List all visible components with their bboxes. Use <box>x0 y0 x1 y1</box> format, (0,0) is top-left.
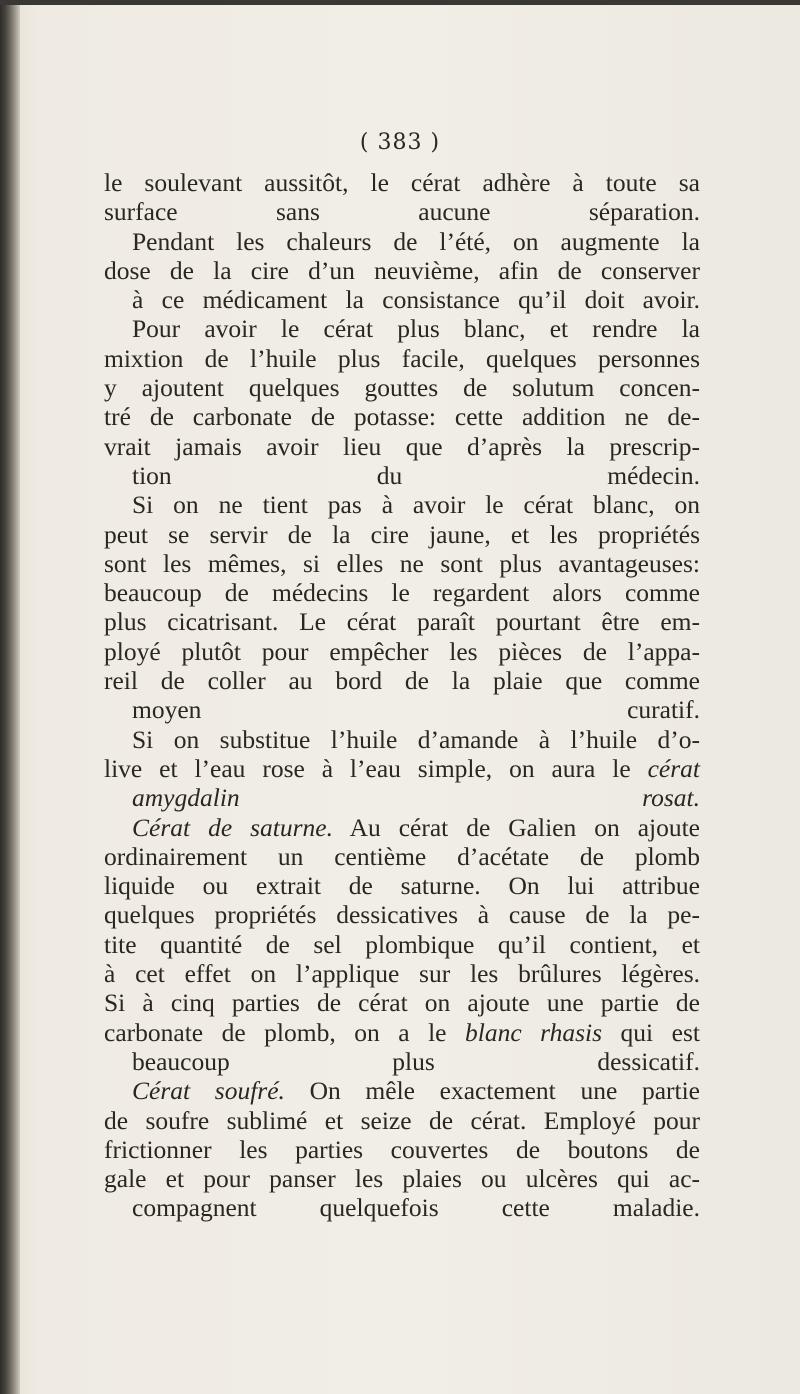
text-line: reil de coller au bord de la plaie que comme <box>104 666 700 696</box>
paragraph-4 <box>104 490 700 724</box>
book-binding <box>0 0 20 1394</box>
text-line: de soufre sublimé et seize de cérat. Employé pour <box>104 1105 700 1135</box>
text-line: ployé plutôt pour empêcher les pièces de l’appa- <box>104 636 700 666</box>
text-line: qui est <box>602 1017 700 1047</box>
text-line: plus cicatrisant. Le cérat paraît pourtant être em- <box>104 607 700 637</box>
text-line: Si on substitue l’huile d’amande à l’huile d’o- <box>132 724 700 754</box>
paragraph-6 <box>104 813 700 1077</box>
italic-term: amygdalin rosat. <box>132 783 700 813</box>
paragraph-1 <box>104 168 700 227</box>
text-line: y ajoutent quelques gouttes de solutum concen- <box>104 373 700 403</box>
text-line: gale et pour panser les plaies ou ulcères qui ac- <box>104 1164 700 1194</box>
text-line: à cet effet on l’applique sur les brûlures légères. <box>104 959 700 989</box>
text-line: frictionner les parties couvertes de boutons de <box>104 1134 700 1164</box>
text-line: beaucoup plus dessicatif. <box>132 1046 700 1076</box>
text-line: peut se servir de la cire jaune, et les propriétés <box>104 519 700 549</box>
text-line: sont les mêmes, si elles ne sont plus avantageuses: <box>104 548 700 578</box>
text-line: quelques propriétés dessicatives à cause de la pe- <box>104 900 700 930</box>
text-line: Au cérat de Galien on ajoute <box>333 812 701 842</box>
paragraph-2 <box>104 227 700 315</box>
text-line: liquide ou extrait de saturne. On lui attribue <box>104 871 700 901</box>
text-line: tré de carbonate de potasse: cette addition ne de- <box>104 402 700 432</box>
text-line: compagnent quelquefois cette maladie. <box>132 1193 700 1223</box>
text-line: Pendant les chaleurs de l’été, on augmente la <box>132 226 700 256</box>
text-line: mixtion de l’huile plus facile, quelques personnes <box>104 343 700 373</box>
text-line: à ce médicament la consistance qu’il doit avoir. <box>132 285 700 315</box>
text-line: Si on ne tient pas à avoir le cérat blanc, on <box>132 490 700 520</box>
text-line: On mêle exactement une partie <box>284 1076 700 1106</box>
italic-term: blanc rhasis <box>464 1017 603 1047</box>
text-line: le soulevant aussitôt, le cérat adhère à toute sa <box>104 168 700 197</box>
paragraph-5 <box>104 725 700 813</box>
text-line: ordinairement un centième d’acétate de plomb <box>104 841 700 871</box>
paragraph-3 <box>104 314 700 490</box>
text-line <box>104 783 700 812</box>
page-number: ( 383 ) <box>359 130 441 155</box>
text-line: dose de la cire d’un neuvième, afin de conserver <box>104 255 700 285</box>
text-line: surface sans aucune séparation. <box>104 197 700 227</box>
text-line: vrait jamais avoir lieu que d’après la prescrip- <box>104 431 700 461</box>
page-top-edge <box>0 0 800 5</box>
text-line: tion du médecin. <box>132 460 700 490</box>
text-line: beaucoup de médecins le regardent alors comme <box>104 578 700 608</box>
section-heading: Cérat de saturne. <box>132 812 333 842</box>
text-line: moyen curatif. <box>132 695 700 725</box>
section-heading: Cérat soufré. <box>132 1076 285 1106</box>
text-line: Si à cinq parties de cérat on ajoute une partie de <box>104 988 700 1018</box>
text-line: tite quantité de sel plombique qu’il contient, et <box>104 929 700 959</box>
italic-term: cérat <box>647 753 700 783</box>
text-line: live et l’eau rose à l’eau simple, on aura le <box>104 753 648 783</box>
page-body <box>104 168 700 1223</box>
text-line: carbonate de plomb, on a le <box>104 1017 465 1047</box>
paragraph-7 <box>104 1076 700 1222</box>
text-line: Pour avoir le cérat plus blanc, et rendre la <box>132 314 700 344</box>
